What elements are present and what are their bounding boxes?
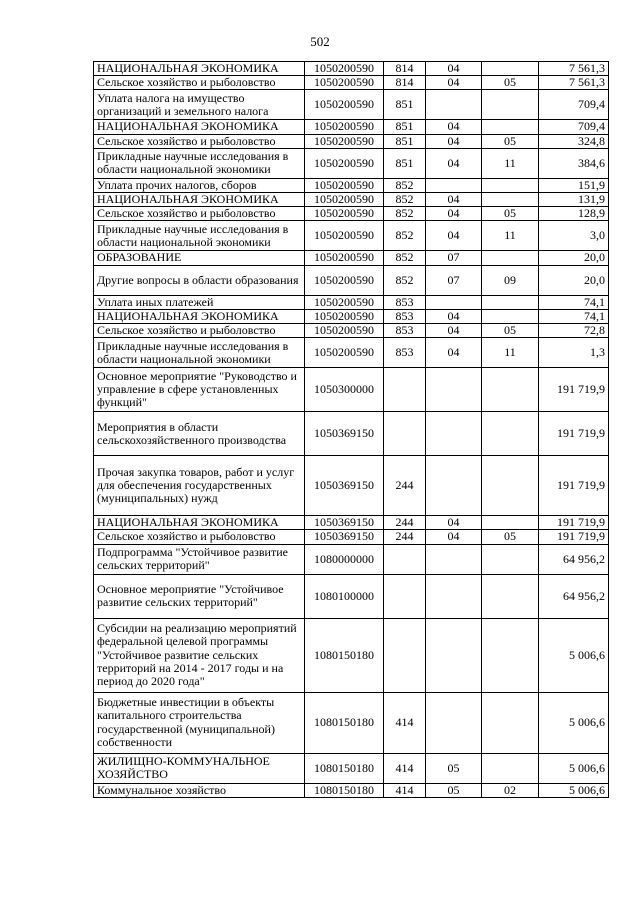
cell-subsection: 05 [482,134,539,148]
cell-section [426,692,482,753]
cell-name: Уплата налога на имущество организаций и земельного налога [94,90,305,120]
page-number: 502 [310,34,330,49]
cell-subsection: 11 [482,148,539,178]
cell-amount: 151,9 [539,178,609,192]
cell-target-article: 1050369150 [305,412,384,456]
cell-name: ОБРАЗОВАНИЕ [94,251,305,265]
cell-section [426,90,482,120]
cell-section [426,178,482,192]
cell-amount: 7 561,3 [539,76,609,90]
budget-table [93,61,609,798]
cell-subsection [482,62,539,76]
cell-subsection [482,309,539,323]
cell-target-article: 1080150180 [305,618,384,692]
table-row [94,574,609,618]
cell-amount: 709,4 [539,120,609,134]
cell-subsection [482,692,539,753]
cell-section: 04 [426,338,482,368]
cell-section [426,412,482,456]
table-row [94,412,609,456]
table-row [94,207,609,221]
cell-section: 04 [426,193,482,207]
cell-expense-type: 851 [384,90,426,120]
cell-section: 04 [426,62,482,76]
budget-table-body [94,62,609,798]
table-row [94,76,609,90]
cell-name: НАЦИОНАЛЬНАЯ ЭКОНОМИКА [94,516,305,530]
cell-section: 04 [426,148,482,178]
cell-amount: 5 006,6 [539,783,609,797]
cell-target-article: 1080000000 [305,544,384,574]
cell-name: ЖИЛИЩНО-КОММУНАЛЬНОЕ ХОЗЯЙСТВО [94,753,305,783]
table-row [94,178,609,192]
table-row [94,251,609,265]
cell-subsection: 09 [482,265,539,295]
cell-section: 04 [426,516,482,530]
cell-subsection: 11 [482,221,539,251]
table-row [94,530,609,544]
table-row [94,516,609,530]
cell-name: Мероприятия в области сельскохозяйственного производства [94,412,305,456]
cell-target-article: 1080100000 [305,574,384,618]
cell-name: Субсидии на реализацию мероприятий федеральной целевой программы "Устойчивое развитие сельских территорий на 2014 - 2017 годы и на период до 2020 года" [94,618,305,692]
cell-amount: 20,0 [539,265,609,295]
cell-expense-type: 414 [384,783,426,797]
cell-name: Прикладные научные исследования в области национальной экономики [94,338,305,368]
cell-target-article: 1050200590 [305,62,384,76]
cell-expense-type [384,412,426,456]
cell-subsection [482,456,539,516]
cell-name: Прикладные научные исследования в области национальной экономики [94,221,305,251]
cell-amount: 1,3 [539,338,609,368]
table-row [94,618,609,692]
cell-subsection [482,178,539,192]
cell-expense-type: 814 [384,62,426,76]
cell-expense-type: 852 [384,251,426,265]
cell-name: Прикладные научные исследования в области национальной экономики [94,148,305,178]
cell-expense-type: 244 [384,516,426,530]
cell-expense-type: 851 [384,134,426,148]
cell-amount: 128,9 [539,207,609,221]
cell-expense-type: 852 [384,265,426,295]
cell-amount: 191 719,9 [539,456,609,516]
cell-subsection [482,618,539,692]
cell-amount: 324,8 [539,134,609,148]
cell-amount: 131,9 [539,193,609,207]
cell-amount: 191 719,9 [539,368,609,412]
table-row [94,338,609,368]
cell-section [426,295,482,309]
cell-name: Основное мероприятие "Руководство и управление в сфере установленных функций" [94,368,305,412]
cell-target-article: 1050369150 [305,530,384,544]
cell-expense-type: 852 [384,178,426,192]
table-row [94,692,609,753]
cell-name: Уплата прочих налогов, сборов [94,178,305,192]
table-row [94,783,609,797]
cell-amount: 74,1 [539,295,609,309]
cell-subsection: 11 [482,338,539,368]
cell-amount: 191 719,9 [539,530,609,544]
cell-target-article: 1080150180 [305,753,384,783]
cell-target-article: 1050200590 [305,309,384,323]
cell-subsection: 02 [482,783,539,797]
cell-section: 05 [426,783,482,797]
cell-expense-type: 851 [384,148,426,178]
cell-target-article: 1050369150 [305,456,384,516]
cell-name: Уплата иных платежей [94,295,305,309]
cell-section: 04 [426,221,482,251]
cell-subsection [482,544,539,574]
cell-expense-type: 851 [384,120,426,134]
cell-amount: 709,4 [539,90,609,120]
cell-target-article: 1080150180 [305,783,384,797]
cell-section: 07 [426,251,482,265]
cell-subsection [482,120,539,134]
cell-target-article: 1050200590 [305,338,384,368]
table-row [94,265,609,295]
cell-expense-type: 244 [384,530,426,544]
table-row [94,90,609,120]
table-row [94,368,609,412]
cell-target-article: 1050200590 [305,295,384,309]
cell-section: 04 [426,324,482,338]
cell-amount: 5 006,6 [539,618,609,692]
cell-name: Основное мероприятие "Устойчивое развитие сельских территорий" [94,574,305,618]
cell-name: Прочая закупка товаров, работ и услуг для обеспечения государственных (муниципальных) нужд [94,456,305,516]
cell-target-article: 1050200590 [305,90,384,120]
cell-target-article: 1050200590 [305,76,384,90]
cell-target-article: 1050200590 [305,134,384,148]
cell-amount: 72,8 [539,324,609,338]
cell-section: 04 [426,309,482,323]
cell-name: НАЦИОНАЛЬНАЯ ЭКОНОМИКА [94,62,305,76]
cell-expense-type: 414 [384,753,426,783]
cell-subsection: 05 [482,76,539,90]
cell-expense-type: 853 [384,309,426,323]
table-row [94,295,609,309]
cell-name: Подпрограмма "Устойчивое развитие сельских территорий" [94,544,305,574]
cell-name: Сельское хозяйство и рыболовство [94,324,305,338]
cell-amount: 384,6 [539,148,609,178]
cell-amount: 5 006,6 [539,692,609,753]
cell-name: Сельское хозяйство и рыболовство [94,76,305,90]
cell-section: 04 [426,530,482,544]
cell-target-article: 1050200590 [305,324,384,338]
cell-target-article: 1050300000 [305,368,384,412]
cell-section: 04 [426,207,482,221]
cell-section: 04 [426,134,482,148]
cell-name: Другие вопросы в области образования [94,265,305,295]
cell-target-article: 1050200590 [305,221,384,251]
cell-section [426,618,482,692]
cell-section: 04 [426,120,482,134]
cell-expense-type: 814 [384,76,426,90]
cell-amount: 191 719,9 [539,516,609,530]
table-row [94,456,609,516]
cell-expense-type: 853 [384,338,426,368]
cell-expense-type: 414 [384,692,426,753]
cell-expense-type: 852 [384,193,426,207]
cell-section: 05 [426,753,482,783]
cell-subsection [482,193,539,207]
cell-name: Сельское хозяйство и рыболовство [94,530,305,544]
cell-subsection [482,368,539,412]
cell-target-article: 1050200590 [305,207,384,221]
cell-amount: 3,0 [539,221,609,251]
cell-amount: 7 561,3 [539,62,609,76]
cell-amount: 64 956,2 [539,544,609,574]
cell-subsection [482,295,539,309]
cell-section [426,544,482,574]
cell-amount: 20,0 [539,251,609,265]
cell-amount: 5 006,6 [539,753,609,783]
cell-expense-type [384,618,426,692]
table-row [94,120,609,134]
cell-target-article: 1050200590 [305,178,384,192]
cell-name: НАЦИОНАЛЬНАЯ ЭКОНОМИКА [94,120,305,134]
cell-expense-type: 852 [384,207,426,221]
cell-target-article: 1050200590 [305,251,384,265]
cell-name: НАЦИОНАЛЬНАЯ ЭКОНОМИКА [94,309,305,323]
cell-expense-type: 853 [384,295,426,309]
cell-target-article: 1080150180 [305,692,384,753]
table-row [94,193,609,207]
cell-section [426,368,482,412]
cell-subsection [482,251,539,265]
cell-name: НАЦИОНАЛЬНАЯ ЭКОНОМИКА [94,193,305,207]
table-row [94,309,609,323]
cell-subsection: 05 [482,207,539,221]
table-row [94,324,609,338]
cell-name: Сельское хозяйство и рыболовство [94,207,305,221]
cell-target-article: 1050200590 [305,193,384,207]
cell-expense-type: 853 [384,324,426,338]
cell-subsection: 05 [482,530,539,544]
cell-expense-type [384,368,426,412]
cell-amount: 191 719,9 [539,412,609,456]
cell-expense-type [384,544,426,574]
cell-target-article: 1050200590 [305,148,384,178]
cell-name: Коммунальное хозяйство [94,783,305,797]
cell-amount: 64 956,2 [539,574,609,618]
table-row [94,62,609,76]
cell-name: Сельское хозяйство и рыболовство [94,134,305,148]
table-row [94,148,609,178]
cell-subsection [482,516,539,530]
cell-subsection [482,90,539,120]
cell-section: 04 [426,76,482,90]
cell-section: 07 [426,265,482,295]
table-row [94,134,609,148]
cell-subsection [482,412,539,456]
cell-name: Бюджетные инвестиции в объекты капитального строительства государственной (муниципальной) собственности [94,692,305,753]
cell-target-article: 1050200590 [305,265,384,295]
table-row [94,221,609,251]
cell-subsection: 05 [482,324,539,338]
cell-expense-type [384,574,426,618]
cell-amount: 74,1 [539,309,609,323]
cell-target-article: 1050200590 [305,120,384,134]
cell-subsection [482,753,539,783]
table-row [94,753,609,783]
cell-expense-type: 244 [384,456,426,516]
cell-section [426,574,482,618]
cell-target-article: 1050369150 [305,516,384,530]
table-row [94,544,609,574]
cell-expense-type: 852 [384,221,426,251]
cell-subsection [482,574,539,618]
cell-section [426,456,482,516]
